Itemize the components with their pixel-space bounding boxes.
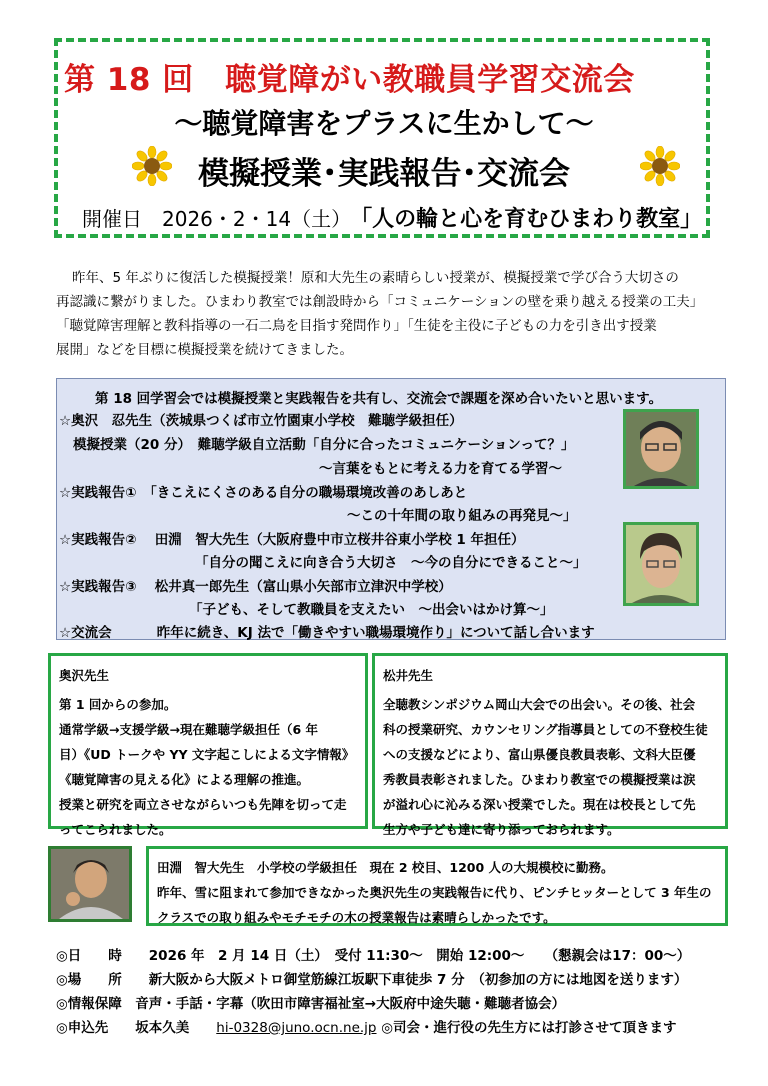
profile-line: 生方や子ども達に寄り添っておられます。	[383, 822, 620, 837]
event-program-subtitle: 模擬授業･実践報告･交流会	[198, 156, 570, 192]
footer-place: ◎場 所 新大阪から大阪メトロ御堂筋線江坂駅下車徒歩 7 分 （初参加の方には地図を送ります）	[56, 972, 688, 988]
tabuchi-profile-box	[146, 846, 728, 926]
sunflower-icon	[640, 146, 680, 186]
program-line: ☆実践報告③ 松井真一郎先生（富山県小矢部市立津沢中学校）	[59, 579, 452, 595]
profile-line: 授業と研究を両立させながらいつも先陣を切って走	[59, 797, 347, 812]
profile-line: への支援などにより、富山県優良教員表彰、文科大臣優	[383, 747, 696, 762]
profile-line: 第 1 回からの参加。	[59, 697, 177, 712]
profile-line: 目）《UD トークや YY 文字起こしによる文字情報》	[59, 747, 355, 762]
profile-line: 通常学級→支援学級→現在難聴学級担任（6 年	[59, 722, 318, 737]
program-line: ☆実践報告① 「きこえにくさのある自分の職場環境改善のあしあと	[59, 485, 468, 501]
tabuchi-photo	[48, 846, 132, 922]
date-line	[82, 202, 702, 233]
okuzawa-profile-box	[48, 653, 368, 837]
intro-line: 展開」などを目標に模擬授業を続けてきました。	[56, 342, 353, 358]
intro-line: 昨年、5 年ぶりに復活した模擬授業！原和大先生の素晴らしい授業が、模擬授業で学び合う大切さの	[72, 270, 679, 286]
program-box	[56, 378, 726, 640]
profile-line: が溢れ心に沁みる深い授業でした。現在は校長として先	[383, 797, 696, 812]
matsui-name: 松井先生	[383, 668, 434, 683]
program-line: ☆実践報告② 田淵 智大先生（大阪府豊中市立桜井谷東小学校 1 年担任）	[59, 532, 525, 548]
profile-line: 《聴覚障害の見える化》による理解の推進。	[59, 772, 310, 787]
footer-contact	[56, 1016, 676, 1036]
program-line: 模擬授業（20 分） 難聴学級自立活動「自分に合ったコミュニケーションって？」	[73, 437, 575, 453]
program-line: ～言葉をもとに考える力を育てる学習～	[319, 461, 562, 477]
okuzawa-photo	[623, 409, 699, 489]
matsui-photo	[623, 522, 699, 606]
matsui-profile-box	[372, 653, 728, 837]
intro-paragraph	[56, 266, 728, 362]
event-date: 開催日 2026・2・14（土）	[82, 207, 352, 231]
profile-line: ってこられました。	[59, 822, 172, 837]
profile-line: 科の授業研究、カウンセリング指導員としての不登校生徒	[383, 722, 708, 737]
profile-line: 秀教員表彰されました。ひまわり教室での模擬授業は涙	[383, 772, 696, 787]
contact-label: ◎申込先 坂本久美	[56, 1020, 217, 1036]
footer-support: ◎情報保障 音声・手話・字幕（吹田市障害福祉室→大阪府中途失聴・難聴者協会）	[56, 996, 566, 1012]
sunflower-icon	[132, 146, 172, 186]
program-line: 「自分の聞こえに向き合う大切さ ～今の自分にできること～」	[195, 555, 587, 571]
profile-line: 全聴教シンポジウム岡山大会での出会い。その後、社会	[383, 697, 696, 712]
event-subtitle: ～聴覚障害をプラスに生かして～	[174, 107, 594, 140]
program-line: ☆交流会 昨年に続き、KJ 法で「働きやすい職場環境作り」について話し合います	[59, 625, 595, 641]
event-title: 第 18 回 聴覚障がい教職員学習交流会	[64, 62, 635, 98]
event-theme: 「人の輪と心を育むひまわり教室」	[361, 207, 703, 232]
intro-line: 「聴覚障害理解と教科指導の一石二鳥を目指す発問作り」「生徒を主役に子どもの力を引き出す授業	[56, 318, 657, 334]
program-line: ☆奥沢 忍先生（茨城県つくば市立竹園東小学校 難聴学級担任）	[59, 413, 463, 429]
contact-email-link[interactable]: hi-0328@juno.ocn.ne.jp	[216, 1020, 377, 1036]
profile-line: 昨年、雪に阻まれて参加できなかった奥沢先生の実践報告に代り、ピンチヒッターとして 3 年生の	[157, 885, 712, 900]
program-intro: 第 18 回学習会では模擬授業と実践報告を共有し、交流会で課題を深め合いたいと思います。	[95, 391, 663, 407]
intro-line: 再認識に繋がりました。ひまわり教室では創設時から「コミュニケーションの壁を乗り越える授業の工夫」	[56, 294, 704, 310]
program-line: ～この十年間の取り組みの再発見～」	[347, 508, 577, 524]
profile-line: 田淵 智大先生 小学校の学級担任 現在 2 校目、1200 人の大規模校に勤務。	[157, 860, 614, 875]
footer-date: ◎日 時 2026 年 2 月 14 日（土） 受付 11:30～ 開始 12:00～ （懇親会は17：00～）	[56, 948, 691, 964]
okuzawa-name: 奥沢先生	[59, 668, 110, 683]
footer-note: ◎司会・進行役の先生方には打診させて頂きます	[381, 1020, 677, 1036]
profile-line: クラスでの取り組みやモチモチの木の授業報告は素晴らしかったです。	[157, 910, 556, 925]
program-line: 「子ども、そして教職員を支えたい ～出会いはかけ算～」	[189, 602, 554, 618]
